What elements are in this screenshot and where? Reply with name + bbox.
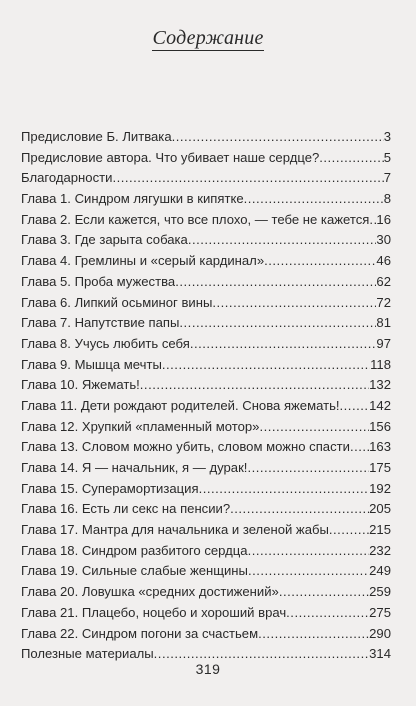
toc-entry-page: 118 xyxy=(370,356,391,372)
toc-entry xyxy=(21,520,391,541)
toc-entry xyxy=(21,251,391,272)
toc-entry xyxy=(21,479,391,500)
toc-entry-title: Благодарности xyxy=(21,170,113,186)
dot-leader xyxy=(369,210,376,231)
toc-entry-title: Глава 15. Суперамортизация xyxy=(21,480,199,496)
toc-entry-title: Глава 13. Словом можно убить, словом можно спасти xyxy=(21,439,350,455)
dot-leader xyxy=(350,437,369,458)
toc-entry-page: 97 xyxy=(376,335,391,351)
toc-entry-title: Глава 17. Мантра для начальника и зеленой жабы xyxy=(21,522,329,538)
toc-title xyxy=(0,26,416,50)
dot-leader xyxy=(212,293,376,314)
toc-entry-page: 142 xyxy=(369,397,391,413)
page-number: 319 xyxy=(195,661,221,677)
dot-leader xyxy=(190,334,377,355)
toc-entry-page: 7 xyxy=(383,170,391,186)
toc-entry xyxy=(21,437,391,458)
toc-entry-page: 81 xyxy=(376,315,391,331)
toc-entry-page: 132 xyxy=(369,377,391,393)
toc-entry-page: 175 xyxy=(369,460,391,475)
dot-leader xyxy=(175,272,376,293)
toc-entry xyxy=(21,541,391,562)
dot-leader xyxy=(162,355,370,376)
toc-entry-title: Предисловие Б. Литвака xyxy=(21,129,172,144)
toc-entry-page: 205 xyxy=(369,501,391,517)
toc-entry xyxy=(21,499,391,520)
toc-title-text: Содержание xyxy=(152,27,264,49)
toc-entry-page: 259 xyxy=(369,584,391,600)
toc-entry xyxy=(21,603,391,624)
toc-entry xyxy=(21,561,391,582)
toc-entry-title: Глава 14. Я — начальник, я — дурак! xyxy=(21,460,248,475)
toc-entry xyxy=(21,334,391,355)
toc-entry-page: 72 xyxy=(376,294,391,310)
dot-leader xyxy=(340,396,370,417)
dot-leader xyxy=(329,520,369,541)
dot-leader xyxy=(179,313,376,334)
dot-leader xyxy=(140,375,369,396)
toc-entry-page: 314 xyxy=(369,646,391,662)
toc-entry-title: Глава 10. Яжемать! xyxy=(21,377,140,393)
dot-leader xyxy=(279,582,369,603)
toc-entry xyxy=(21,458,391,479)
toc-entry xyxy=(21,582,391,603)
toc-entry-page: 290 xyxy=(369,625,391,641)
toc-entry xyxy=(21,375,391,396)
toc-entry xyxy=(21,230,391,251)
toc-entry-title: Глава 8. Учусь любить себя xyxy=(21,335,190,351)
toc-entry-title: Глава 5. Проба мужества xyxy=(21,273,176,289)
toc-entry xyxy=(21,313,391,334)
toc-entry-title: Глава 12. Хрупкий «пламенный мотор» xyxy=(21,418,260,434)
toc-entry-title: Предисловие автора. Что убивает наше сердце? xyxy=(21,149,320,165)
toc-entry-page: 232 xyxy=(369,542,391,558)
toc-entry-title: Глава 7. Напутствие папы xyxy=(21,315,180,331)
toc-entry xyxy=(21,355,391,376)
toc-entry-page: 249 xyxy=(369,563,391,579)
toc-entry-title: Глава 9. Мышца мечты xyxy=(21,356,162,372)
toc-entry-title: Глава 20. Ловушка «средних достижений» xyxy=(21,584,279,600)
toc-entry-title: Глава 6. Липкий осьминог вины xyxy=(21,294,213,310)
toc-entry-page: 5 xyxy=(383,149,391,165)
dot-leader xyxy=(259,417,369,438)
toc-entry-title: Глава 22. Синдром погони за счастьем xyxy=(21,625,259,641)
toc-entry-title: Глава 11. Дети рождают родителей. Снова яжемать! xyxy=(21,397,340,413)
toc-entry-page: 8 xyxy=(383,191,391,207)
dot-leader xyxy=(244,189,384,210)
dot-leader xyxy=(248,561,369,582)
toc-entry-title: Глава 18. Синдром разбитого сердца xyxy=(21,542,248,558)
toc-entry-page: 163 xyxy=(369,439,391,455)
dot-leader xyxy=(264,251,376,272)
toc-entry-title: Глава 19. Сильные слабые женщины xyxy=(21,563,248,579)
toc-entry-title: Глава 4. Гремлины и «серый кардинал» xyxy=(21,253,265,269)
toc-entry-title: Глава 21. Плацебо, ноцебо и хороший врач xyxy=(21,604,287,620)
dot-leader xyxy=(248,541,370,562)
dot-leader xyxy=(286,603,369,624)
toc-entry-page: 275 xyxy=(369,604,391,620)
toc-entry xyxy=(21,210,391,231)
toc-entry xyxy=(21,417,391,438)
dot-leader xyxy=(188,230,377,251)
toc-entry-page: 156 xyxy=(369,418,391,434)
toc-entry-title: Глава 16. Есть ли секс на пенсии? xyxy=(21,501,231,517)
toc-entry-page: 3 xyxy=(383,129,391,144)
toc-entry xyxy=(21,272,391,293)
toc-entry-page: 16 xyxy=(376,211,391,227)
dot-leader xyxy=(319,148,383,169)
table-of-contents xyxy=(21,127,391,665)
toc-entry xyxy=(21,396,391,417)
toc-entry-page: 30 xyxy=(376,232,391,248)
dot-leader xyxy=(199,479,370,500)
toc-entry-title: Глава 3. Где зарыта собака xyxy=(21,232,188,248)
toc-entry-title: Полезные материалы xyxy=(21,646,154,662)
toc-entry xyxy=(21,624,391,645)
toc-entry-title: Глава 2. Если кажется, что все плохо, — тебе не кажется xyxy=(21,211,370,227)
toc-entry xyxy=(21,293,391,314)
toc-entry-page: 46 xyxy=(376,253,391,269)
dot-leader xyxy=(112,168,383,189)
dot-leader xyxy=(230,499,369,520)
toc-entry-page: 192 xyxy=(369,480,391,496)
toc-entry-page: 62 xyxy=(376,273,391,289)
toc-entry xyxy=(21,168,391,189)
dot-leader xyxy=(247,458,369,479)
dot-leader xyxy=(258,624,369,645)
toc-entry xyxy=(21,189,391,210)
toc-entry xyxy=(21,127,391,148)
toc-entry-page: 215 xyxy=(369,522,391,538)
toc-entry-title: Глава 1. Синдром лягушки в кипятке xyxy=(21,191,244,207)
toc-entry xyxy=(21,148,391,169)
dot-leader xyxy=(172,127,384,148)
